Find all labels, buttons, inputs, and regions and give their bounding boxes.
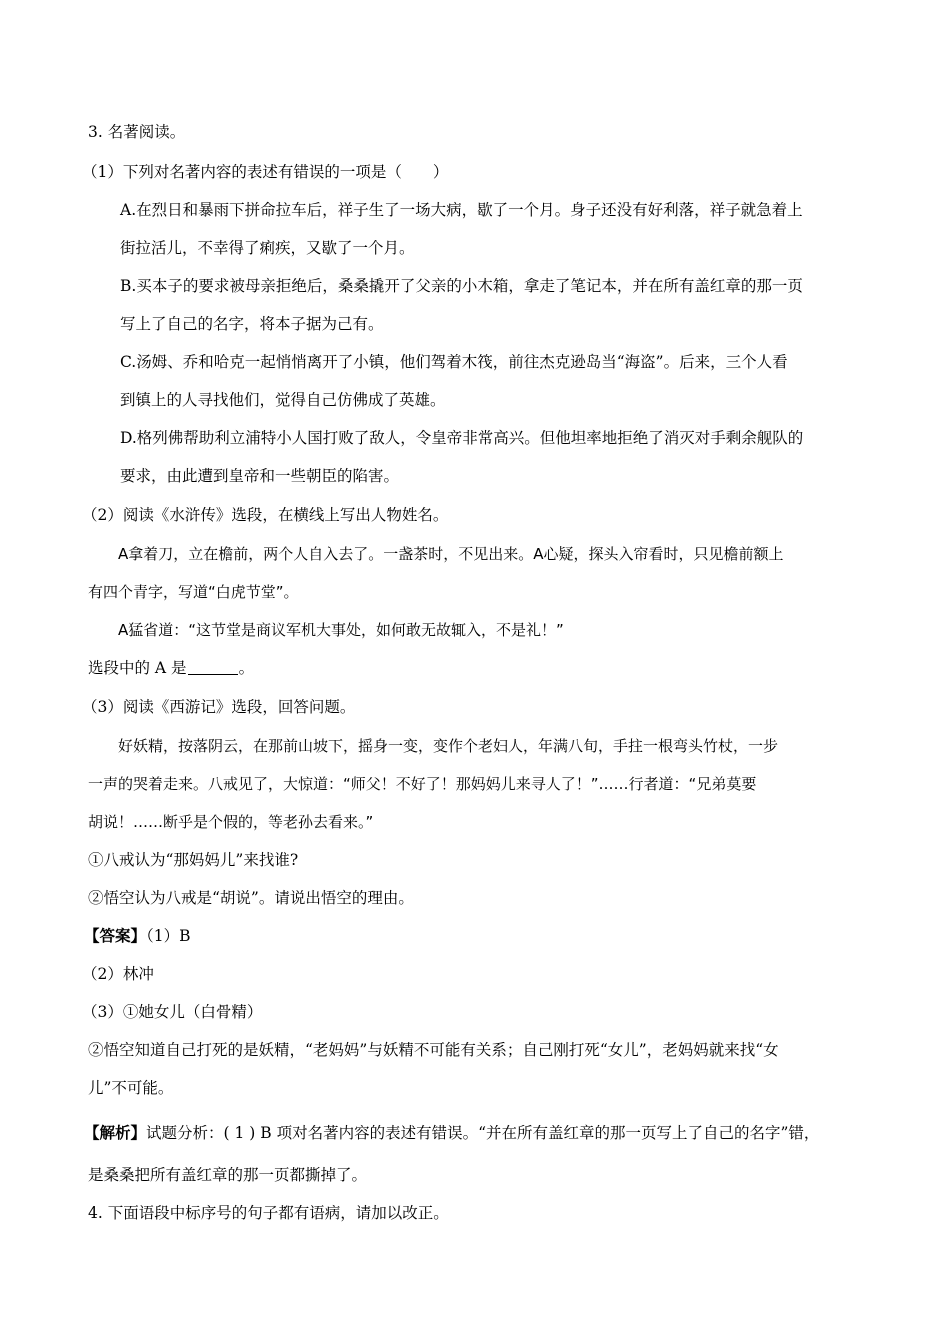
q3-part3-sub2: ②悟空认为八戒是“胡说”。请说出悟空的理由。 xyxy=(88,889,414,907)
q3-part2-question xyxy=(88,658,254,678)
answer-blank xyxy=(188,658,238,675)
q3-option-a-line2: 街拉活儿，不幸得了痢疾，又歇了一个月。 xyxy=(120,239,415,257)
question-4-title: 4. 下面语段中标序号的句子都有语病，请加以改正。 xyxy=(88,1204,449,1222)
q3-option-a-line1: A.在烈日和暴雨下拼命拉车后，祥子生了一场大病，歇了一个月。身子还没有好利落，祥子就急着上 xyxy=(120,201,803,219)
q3-option-d-line1: D.格列佛帮助利立浦特小人国打败了敌人，令皇帝非常高兴。但他坦率地拒绝了消灭对手剩余舰队的 xyxy=(120,429,804,447)
answer-part2: （2）林冲 xyxy=(82,965,154,983)
q3-option-b-line2: 写上了自己的名字，将本子据为己有。 xyxy=(120,315,384,333)
answer-tag: 【答案】 xyxy=(84,926,147,945)
xiyou-passage-line2: 一声的哭着走来。八戒见了，大惊道：“师父！不好了！那妈妈儿来寻人了！”……行者道：“兄弟莫要 xyxy=(88,775,757,793)
analysis-text-1: 试题分析：( 1 ) B 项对名著内容的表述有错误。“并在所有盖红章的那一页写上了自己的名字”错， xyxy=(146,1124,820,1142)
q3-part2-stem: （2）阅读《水浒传》选段，在横线上写出人物姓名。 xyxy=(82,506,449,524)
q3-part2-question-prefix: 选段中的 A 是 xyxy=(88,659,187,677)
xiyou-passage-line3: 胡说！……断乎是个假的，等老孙去看来。” xyxy=(88,813,374,831)
analysis-tag: 【解析】 xyxy=(84,1123,147,1142)
q3-part3-sub1: ①八戒认为“那妈妈儿”来找谁? xyxy=(88,851,299,869)
analysis-line2: 是桑桑把所有盖红章的那一页都撕掉了。 xyxy=(88,1166,368,1184)
shuihu-passage-line2: 有四个青字，写道“白虎节堂”。 xyxy=(88,583,299,601)
answer-line1 xyxy=(84,926,191,946)
xiyou-passage-line1: 好妖精，按落阴云，在那前山坡下，摇身一变，变作个老妇人，年满八旬，手拄一根弯头竹杖，一步 xyxy=(118,737,779,755)
answer-part3-sub2-line1: ②悟空知道自己打死的是妖精，“老妈妈”与妖精不可能有关系；自己刚打死“女儿”，老妈妈就来找“女 xyxy=(88,1041,779,1059)
q3-part3-stem: （3）阅读《西游记》选段，回答问题。 xyxy=(82,698,356,716)
answer-part1: （1）B xyxy=(146,927,191,945)
analysis-line1 xyxy=(84,1123,819,1143)
q3-option-c-line2: 到镇上的人寻找他们，觉得自己仿佛成了英雄。 xyxy=(120,391,446,409)
q3-option-b-line1: B.买本子的要求被母亲拒绝后，桑桑撬开了父亲的小木箱，拿走了笔记本，并在所有盖红章的那一页 xyxy=(120,277,803,295)
answer-part3-sub2-line2: 儿”不可能。 xyxy=(88,1079,174,1097)
q3-part2-question-suffix: 。 xyxy=(238,659,255,677)
shuihu-passage-line1: A拿着刀，立在檐前，两个人自入去了。一盏茶时，不见出来。A心疑，探头入帘看时，只见檐前额上 xyxy=(118,545,784,563)
answer-part3-sub1: （3）①她女儿（白骨精） xyxy=(82,1003,263,1021)
q3-option-c-line1: C.汤姆、乔和哈克一起悄悄离开了小镇，他们驾着木筏，前往杰克逊岛当“海盗”。后来，三个人看 xyxy=(120,353,788,371)
q3-part1-stem: （1）下列对名著内容的表述有错误的一项是（ ） xyxy=(82,163,449,181)
question-3-title: 3. 名著阅读。 xyxy=(88,123,186,141)
shuihu-passage-line3: A猛省道：“这节堂是商议军机大事处，如何敢无故辄入，不是礼！” xyxy=(118,621,564,639)
q3-option-d-line2: 要求，由此遭到皇帝和一些朝臣的陷害。 xyxy=(120,467,400,485)
